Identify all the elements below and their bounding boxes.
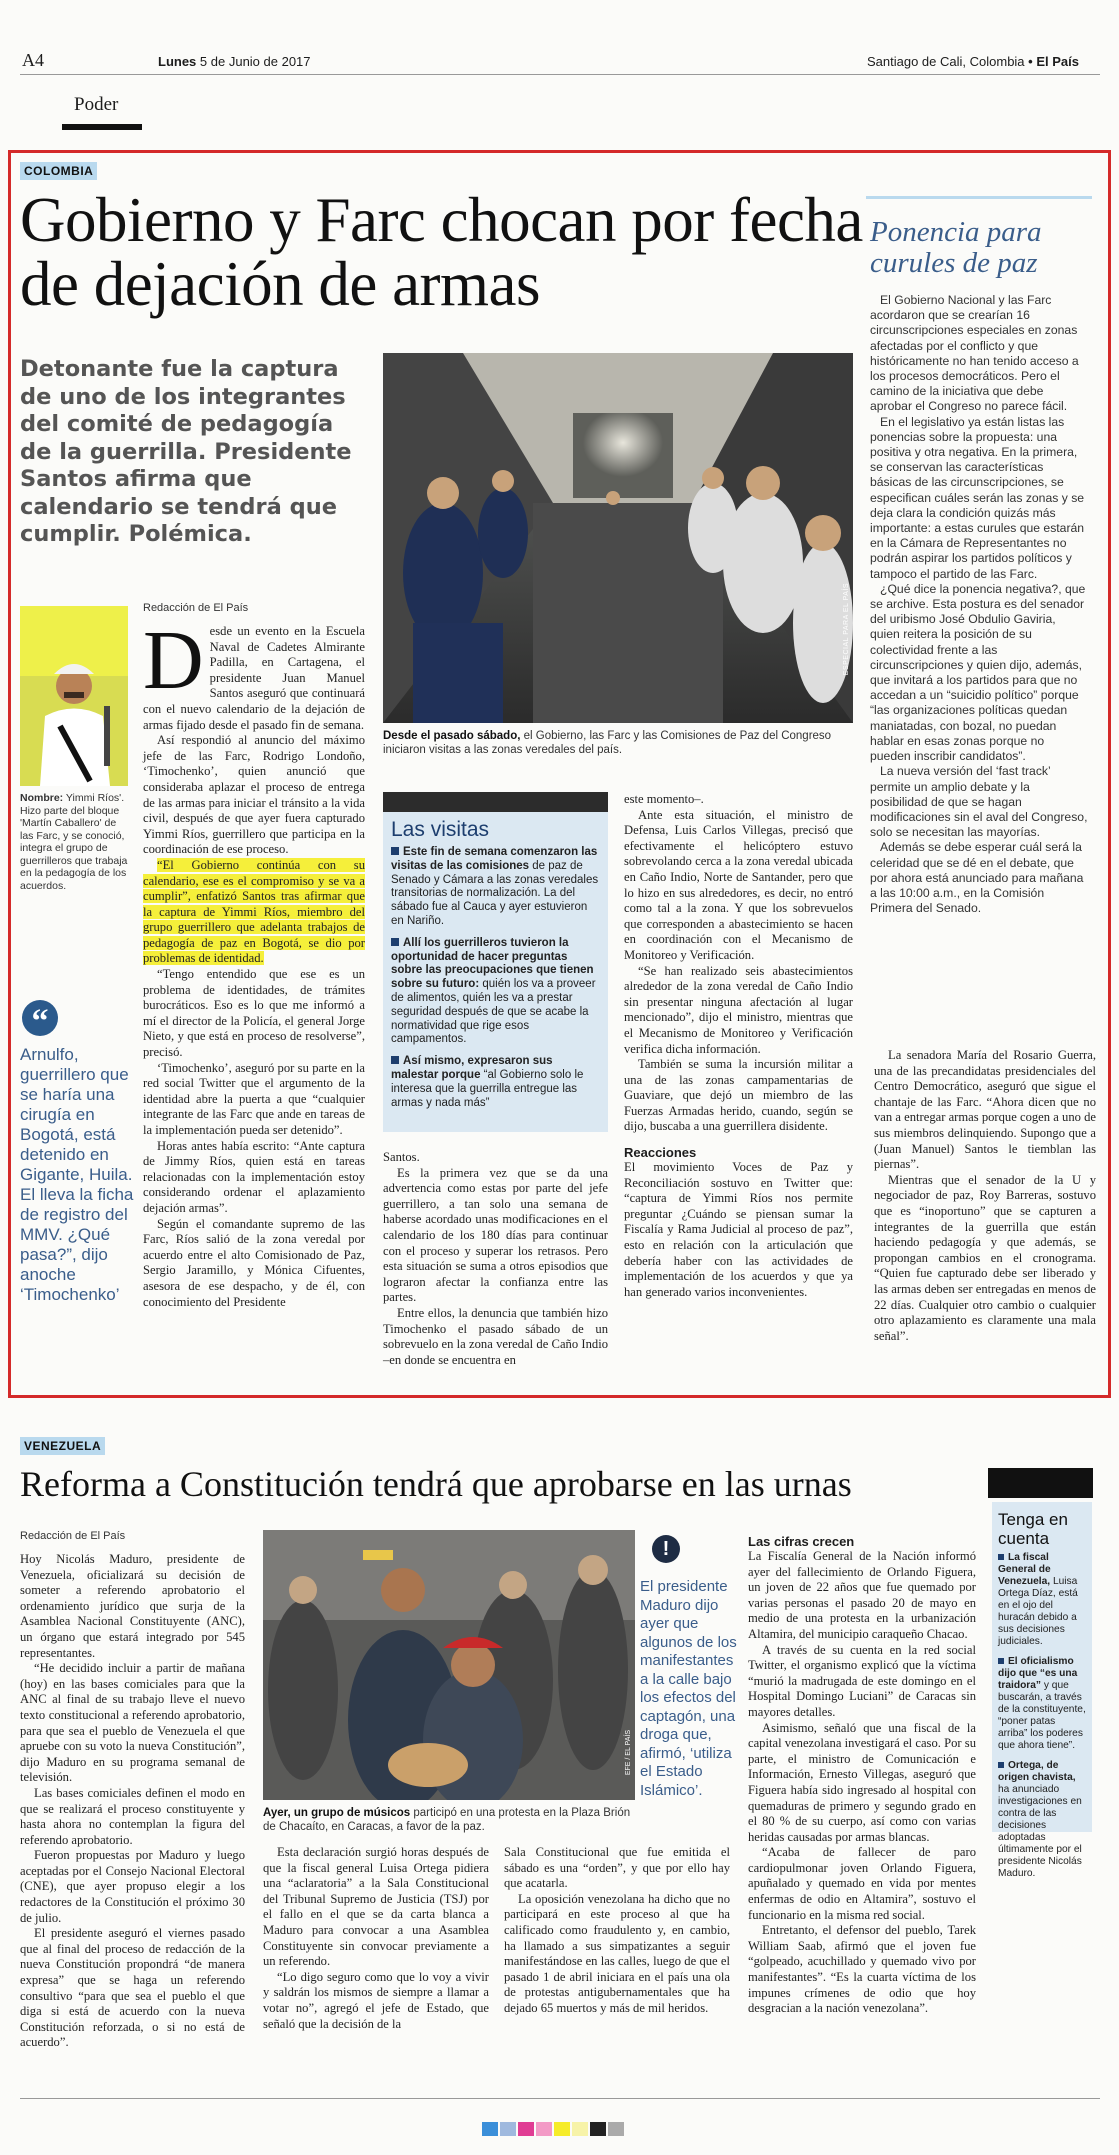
tenga-item — [998, 1552, 1086, 1648]
box-item-text: de paz de Senado y Cámara a las zonas veredales transitorias de normalización. La del sábado fue al Cauca y ayer estuvieron en Nariño. — [391, 859, 599, 927]
box-item-lead: Allí los guerrilleros tuvieron la oportunidad de hacer preguntas sobre las preocupaciones que tienen sobre su futuro: — [391, 936, 594, 991]
a2-col2-p2: “Lo digo seguro como que lo voy a vivir y saldrán los mismos de siempre a llamar a votar no”, agregó el jefe de Estado, que señaló que la decisión de la — [263, 1969, 489, 2031]
article2-col3 — [504, 1845, 730, 2017]
tenga-title: Tenga en cuenta — [998, 1510, 1068, 1548]
col3-paragraph-5: El movimiento Voces de Paz y Reconciliación sostuvo en Twitter que: “captura de Yimmi Ríos nos permite preguntar ¿Cuándo se piensan sumar la Fiscalía y Rama Judicial al proceso de paz”, esto en relación con la articulación que debería haber con las actividades de implementación de los acuerdos y que ya han generado varios inconvenientes. — [624, 1160, 853, 1299]
col1-paragraph-1: esde un evento en la Escuela Naval de Cadetes Almirante Padilla, en Cartagena, el presidente Juan Manuel Santos aseguró que continuará con el nuevo calendario de la dejación de armas fijado desde el pasado fin de semana. — [143, 624, 365, 732]
box-item — [391, 1055, 600, 1110]
section-tag-colombia: COLOMBIA — [20, 162, 97, 180]
caption-text: el Gobierno, las Farc y las Comisiones de Paz del Congreso iniciaron visitas a las zonas veredales del país. — [383, 730, 832, 756]
portrait-caption — [20, 792, 128, 892]
tenga-en-cuenta-box — [992, 1502, 1092, 1879]
box-item-text: quién los va a proveer de alimentos, quién les va a prestar seguridad después de que se acabe la normatividad que rige esos campamentos. — [391, 978, 596, 1046]
sidebar-p3: ¿Qué dice la ponencia negativa?, que se archive. Esta postura es del senador del uribismo José Obdulio Gaviria, quien reitera la posición de su colectividad frente a las circunscripciones y quien dijo, además, que invitará a los partidos para que no accedan a un “suicidio político” porque “las organizaciones políticas quedan maniatadas, con bozal, no puedan hablar en esas zonas porque no pueden inscribir candidatos”. — [870, 581, 1086, 764]
article1-col3 — [624, 792, 853, 1300]
sidebar-p1: El Gobierno Nacional y las Farc acordaron que se crearían 16 circunscripciones especiales en zonas afectadas por el conflicto y que históricamente no han tenido acceso a los procesos democráticos. Pero el camino de la iniciativa que debe aprobar el Congreso no parece fácil. — [870, 293, 1079, 414]
portrait-caption-text: Yimmi Ríos'. Hizo parte del bloque 'Martín Caballero' de las Farc, y se conoció, integra el grupo de guerrilleros que trabaja en la pedagogía de los acuerdos. — [20, 792, 128, 892]
alert-icon: ! — [652, 1535, 680, 1563]
article1-col4 — [874, 1048, 1096, 1344]
swatch-cyan — [482, 2122, 498, 2136]
tenga-item-lead: El oficialismo dijo que “es una traidora” — [998, 1656, 1078, 1691]
musicians-photo — [263, 1530, 635, 1800]
section-label: Poder — [74, 94, 119, 115]
headline: Gobierno y Farc chocan por fecha de dejación de armas — [20, 185, 863, 319]
col3-subhead: Reacciones — [624, 1145, 697, 1161]
tenga-item-text: ha anunciado investigaciones en contra de las decisiones adoptadas últimamente por el presidente Nicolás Maduro. — [998, 1784, 1082, 1879]
main-photo — [383, 353, 853, 723]
photo-credit-2: EFE / EL PAÍS — [625, 1730, 632, 1776]
caption-lead: Desde el pasado sábado, — [383, 730, 521, 742]
caption2-lead: Ayer, un grupo de músicos — [263, 1807, 411, 1819]
col3-paragraph-2: Ante esta situación, el ministro de Defensa, Luis Carlos Villegas, precisó que efectivamente el helicóptero estuvo sobrevolando cerca a la zona veredal ubicada en Caño Indio, Norte de Santander, pero que lo hizo en sus alrededores, es decir, no entró como tal a la zona. Y que los sobrevuelos que corresponden a abastecimiento se hacen en coordinación con el Mecanismo de Monitoreo y Verificación. — [624, 807, 853, 962]
col2-paragraph-1: Santos. — [383, 1150, 420, 1164]
pull-quote-2: El presidente Maduro dijo ayer que algunos de los manifestantes a la calle bajo los efectos del captagón, una droga que, afirmó, ‘utiliza el Estado Islámico’. — [640, 1578, 737, 1799]
col1-paragraph-2: Así respondió al anuncio del máximo jefe de las Farc, Rodrigo Londoño, ‘Timochenko’, quien anunció que consideraba aplazar el proceso de entrega de las armas para iniciar el tránsito a la vida civil, después de que ayer fuera capturado Yimmi Ríos, guerrillero que participa en la coordinación de ese proceso. — [143, 733, 365, 857]
paper-name: El País — [1036, 54, 1079, 69]
issue-day: Lunes — [158, 54, 197, 69]
caption2-text: participó en una protesta en la Plaza Brión de Chacaíto, en Caracas, a favor de la paz. — [263, 1807, 631, 1833]
bullet-icon — [391, 1056, 399, 1064]
byline: Redacción de El País — [143, 602, 249, 614]
article1-col2 — [383, 1150, 608, 1368]
col4-paragraph-1: La senadora María del Rosario Guerra, una de las precandidatas presidenciales del Centro Democrático, aseguró que sigue el chantaje de las Farc. “Ahora dicen que no van a entregar armas porque cogen a uno de sus miembros delinquiendo. Supongo que a (Juan Manuel) Santos le tiemblan las piernas”. — [874, 1048, 1096, 1172]
swatch-pink — [536, 2122, 552, 2136]
box-item-lead: Este fin de semana comenzaron las visitas de las comisiones — [391, 846, 598, 872]
swatch-light-yellow — [572, 2122, 588, 2136]
article2-col2 — [263, 1845, 489, 2032]
masthead-rule — [20, 74, 1100, 75]
a2-col3-p2: La oposición venezolana ha dicho que no participará en este proceso al que ha calificado como fraudulento y, en cambio, ha llamado a sus simpatizantes a seguir manifestándose en las calles, luego de que el pasado 1 de abril iniciara en el país una ola de protestas antigubernamentales que ha dejado 65 muertos y más de mil heridos. — [504, 1891, 730, 2015]
section-label-box — [62, 88, 142, 130]
col1-paragraph-4: “Tengo entendido que ese es un problema de identidades, de trámites burocráticos. Eso es lo que me informó a mí el director de la Policía, el general Jorge Nieto, y que está en proceso de resolverse”, precisó. — [143, 967, 365, 1060]
masthead-location: Santiago de Cali, Colombia — [867, 54, 1025, 69]
col1-paragraph-6: Horas antes había escrito: “Ante captura de Jimmy Ríos, quien está en tareas relacionadas con la implementación estoy considerando ordenar el aplazamiento dejación armas”. — [143, 1138, 365, 1215]
a2-col4-p1: La Fiscalía General de la Nación informó ayer del fallecimiento de Orlando Figuera, un joven de 22 años que fue quemado por varias personas el pasado 20 de mayo en medio de una protesta en la urbanización Altamira, del municipio caraqueño Chacao. — [748, 1549, 976, 1641]
bullet-icon — [998, 1554, 1004, 1560]
a2-col2-p1: Esta declaración surgió horas después de que la fiscal general Luisa Ortega pidiera una “aclaratoria” a la Sala Constitucional del Tribunal Supremo de Justicia (TSJ) por el fallo en el que se da carta blanca a Maduro para convocar a una Asamblea Constituyente sin convocar previamente a un referendo. — [263, 1845, 489, 1969]
footer-rule — [20, 2098, 1100, 2099]
a2-col4-p5: Entretanto, el defensor del pueblo, Tarek William Saab, afirmó que el joven fue “golpeado, acuchillado y quemado vivo por manifestantes”. “Es la cuarta víctima de los impunes crímenes de odio que hoy desgracian a la nación venezolana”. — [748, 1923, 976, 2016]
black-block — [988, 1468, 1093, 1498]
article2-col1 — [20, 1552, 245, 2051]
a2-col1-p5: El presidente aseguró el viernes pasado que al final del proceso de redacción de la nueva Constitución propondrá “de manera expresa” que se haga un referendo consultivo “para que sea el pueblo el que diga si está de acuerdo con la nueva Constitución reforzada, o si no está de acuerdo”. — [20, 1926, 245, 2050]
portrait-caption-label: Nombre: — [20, 792, 64, 804]
tenga-item — [998, 1656, 1086, 1752]
deck: Detonante fue la captura de uno de los integrantes del comité de pedagogía de la guerrilla. Presidente Santos afirma que calendario se tendrá que cumplir. Polémica. — [20, 356, 352, 547]
a2-col4-p2: A través de su cuenta en la red social Twitter, el organismo explicó que la víctima “murió la madrugada de este domingo en el Hospital Domingo Luciani” de Caracas sin mayores detalles. — [748, 1642, 976, 1719]
portrait-photo — [20, 606, 128, 786]
sidebar-body — [866, 293, 1092, 916]
col4-paragraph-2: Mientras que el senador de la U y negociador de paz, Roy Barreras, sostuvo que es “inoportuno” que se capturen a integrantes de la guerrilla que están haciendo pedagogía y que además, se propongan cambios en el cronograma. “Quien fue capturado debe ser liberado y las armas deben ser entregadas en menos de 22 días. Cualquier otro cambio o cualquier otro aplazamiento es claramente una mala señal”. — [874, 1172, 1096, 1343]
bullet-icon — [998, 1762, 1004, 1768]
las-visitas-box — [383, 792, 608, 1132]
swatch-black — [590, 2122, 606, 2136]
page-number: A4 — [22, 50, 44, 70]
swatch-yellow — [554, 2122, 570, 2136]
article2-col4 — [748, 1534, 976, 2017]
a2-col3-p1: Sala Constitucional que fue emitida el sábado es una “orden”, y que por ello hay que acatarla. — [504, 1845, 730, 1891]
col1-paragraph-7: Según el comandante supremo de las Farc, Ríos salió de la zona veredal por acuerdo entre el alto Comisionado de Paz, Sergio Jaramillo, y Mónica Cifuentes, asesora de ese despacho, y de él, con conocimiento del Presidente — [143, 1216, 365, 1309]
sidebar-p5: Además se debe esperar cuál será la celeridad que se dé en el debate, que por ahora está anunciado para mañana a las 10:00 a.m., en la Comisión Primera del Senado. — [870, 840, 1084, 916]
a2-col1-p3: Las bases comiciales definen el modo en que se realizará el proceso constituyente y hasta ahora no contemplan la figura del referendo aprobatorio. — [20, 1785, 245, 1847]
highlight-quote: “El Gobierno continúa con su calendario, ese es el compromiso y se va a cumplir”, — [143, 857, 365, 904]
a2-col4-p4: “Acaba de fallecer de paro cardiopulmonar joven Orlando Figuera, apuñalado y quemado en vida por mentes enfermas de odio en Altamira”, sostuvo el funcionario en la misma red social. — [748, 1845, 976, 1922]
pull-quote: Arnulfo, guerrillero que se haría una cirugía en Bogotá, está detenido en Gigante, Huila. El lleva la ficha de registro del MMV. ¿Qué pasa?”, dijo anoche ‘Timochenko’ — [20, 1045, 134, 1304]
a2-col1-p4: Fueron propuestas por Maduro y luego aceptadas por el Consejo Nacional Electoral (CNE), que ayer propuso elegir a los redactores de la Constitución el próximo 30 de julio. — [20, 1848, 245, 1925]
headline-2: Reforma a Constitución tendrá que aprobarse en las urnas — [20, 1464, 852, 1504]
sidebar-p2: En el legislativo ya están listas las ponencias sobre la propuesta: una positiva y otra negativa. En la primera, se conservan las características básicas de las circunscripciones, se especifican cuáles serán las zonas y se deja clara la condición quizás más importante: a estas curules que estarán en la Cámara de Representantes no podrán aspirar los partidos políticos y tampoco el partido de las Farc. — [870, 414, 1085, 581]
a2-col4-p3: Asimismo, señaló que una fiscal de la capital venezolana investigará el caso. Por su parte, el ministro de Comunicación e Información, Ernesto Villegas, aseguró que Figuera había sido ingresado al hospital con quemaduras de primero y segundo grado en el 80 % de su cuerpo, así como con varias heridas causadas por armas blancas. — [748, 1720, 976, 1844]
tenga-item-text: Luisa Ortega Díaz, está en el ojo del huracán debido a sus decisiones judiciales. — [998, 1576, 1078, 1647]
article1-col1 — [143, 614, 365, 1310]
bullet-icon — [391, 938, 399, 946]
a2-col1-p1: Hoy Nicolás Maduro, presidente de Venezuela, oficializará su decisión de someter a referendo aprobatorio el ordenamiento jurídico que surja de la Asamblea Nacional Constituyente (ANC), un órgano que estará integrado por 545 representantes. — [20, 1552, 245, 1660]
byline-2: Redacción de El País — [20, 1530, 126, 1542]
quote-icon: “ — [22, 1000, 58, 1036]
issue-date — [158, 54, 311, 69]
swatch-light-blue — [500, 2122, 516, 2136]
box-item-lead: Así mismo, expresaron sus malestar porque — [391, 1055, 553, 1081]
masthead-right — [867, 54, 1079, 69]
col3-paragraph-4: También se suma la incursión militar a una de las zonas campamentarias de Guaviare, que dejó un miembro de las Fuerzas Armadas herido, cuando, según se dijo, buscaba a una guerrillera disidente. — [624, 1057, 853, 1134]
col2-paragraph-2: Es la primera vez que se da una advertencia como estas por parte del jefe guerrillero, a tan solo una semana de haberse acordado unas modificaciones en el calendario de los 180 días para continuar con el proceso y superar los retrasos. Pero esta situación se suma a otros episodios que lograron afectar la confianza entre las partes. — [383, 1165, 608, 1305]
bullet-icon — [998, 1658, 1004, 1664]
col3-paragraph-3: “Se han realizado seis abastecimientos alrededor de la zona veredal de Caño Indio sin presentar ninguna afectación al lugar mencionado”, dijo el ministro, mientras que el Mecanismo de Monitoreo y Verificación verifica dicha información. — [624, 963, 853, 1056]
issue-date-text: 5 de Junio de 2017 — [199, 54, 311, 69]
a2-col1-p2: “He decidido incluir a partir de mañana (hoy) en las bases comiciales para que la ANC al final de su trabajo lleve el nuevo texto constitucional a referendo aprobatorio, para que sea el pueblo de Venezuela el que apruebe con su voto la nueva Constitución”, dijo Maduro en su programa semanal de televisión. — [20, 1661, 245, 1785]
swatch-gray — [608, 2122, 624, 2136]
photo-credit: ESPECIAL PARA EL PAÍS — [843, 583, 850, 676]
col1-paragraph-5: ‘Timochenko’, aseguró por su parte en la red social Twitter que el argumento de la identidad abre la puerta a que “cualquier integrante de las Farc que ande en tareas de la implementación pueda ser detenido”. — [143, 1060, 365, 1137]
main-photo-caption — [383, 729, 853, 757]
tenga-items — [992, 1552, 1092, 1880]
ponencia-sidebar — [866, 196, 1092, 916]
box-item — [391, 937, 600, 1047]
col2-paragraph-3: Entre ellos, la denuncia que también hizo Timochenko el pasado sábado de un sobrevuelo en la zona veredal de Caño Indio –en donde se encuentra en — [383, 1305, 608, 1367]
musicians-caption — [263, 1806, 635, 1834]
section-tag-venezuela: VENEZUELA — [20, 1437, 105, 1455]
sidebar-title: Ponencia para curules de paz — [870, 216, 1042, 279]
bullet-icon — [391, 847, 399, 855]
highlight-text: enfatizó Santos tras afirmar que la captura de Yimmi Ríos, miembro del grupo guerrillero que adelanta trabajos de pedagogía de paz en Bogotá, se dio por problemas de identidad. — [143, 889, 365, 966]
box-title: Las visitas — [391, 818, 490, 841]
swatch-magenta — [518, 2122, 534, 2136]
tenga-item-lead: La fiscal General de Venezuela, — [998, 1552, 1051, 1587]
tenga-item — [998, 1760, 1086, 1880]
drop-cap: D — [143, 614, 204, 707]
box-items — [383, 844, 608, 1120]
masthead-separator: • — [1028, 54, 1033, 69]
col3-paragraph-1: este momento–. — [624, 792, 704, 806]
box-item — [391, 846, 600, 929]
box-item-text: “al Gobierno solo le interesa que la guerrilla entregue las armas y nada más” — [391, 1068, 584, 1109]
tenga-item-text: y que buscarán, a través de la constituyente, “poner patas arriba” los poderes que ahora tiene”. — [998, 1680, 1086, 1751]
tenga-item-lead: Ortega, de origen chavista, — [998, 1760, 1076, 1783]
a2-col4-subhead: Las cifras crecen — [748, 1534, 855, 1549]
sidebar-p4: La nueva versión del ‘fast track’ permite un amplio debate y la posibilidad de que se hagan modificaciones sin el aval del Congreso, solo se necesitan las mayorías. — [870, 764, 1088, 840]
col1-highlight — [143, 858, 365, 967]
